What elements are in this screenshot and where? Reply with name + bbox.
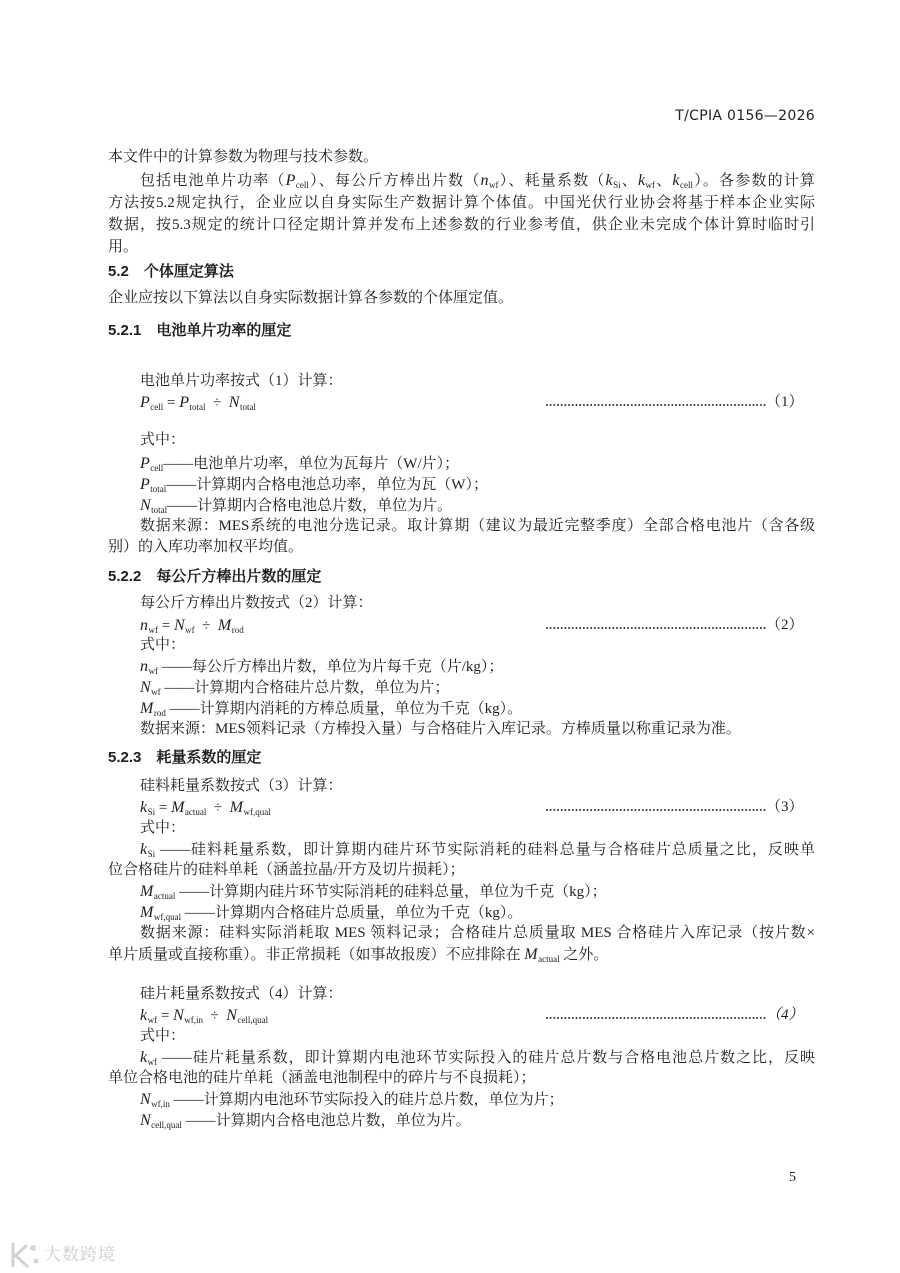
text-run: ——计算期内合格硅片总片数，单位为片； <box>160 680 450 696</box>
symbol-subscript: cell <box>150 463 164 473</box>
section-heading-5-2-3 <box>108 747 261 768</box>
symbol-subscript: wf <box>148 666 158 676</box>
section-number: 5.2.3 <box>108 749 142 766</box>
symbol-subscript: cell <box>295 180 309 190</box>
formula-row-4 <box>140 1005 815 1026</box>
symbol-subscript: cell,qual <box>151 1120 182 1130</box>
math-symbol <box>140 395 163 411</box>
text-run: ——计算期内消耗的方棒总质量，单位为千克（kg）。 <box>165 701 523 717</box>
text-run: ——计算期内合格电池总片数，单位为片。 <box>181 1113 471 1129</box>
symbol-subscript: wf <box>185 625 195 635</box>
where-label: 式中： <box>140 1028 186 1044</box>
text-run: ÷ <box>203 1008 227 1024</box>
symbol-letter: N <box>226 1007 237 1024</box>
symbol-letter: k <box>140 841 148 858</box>
formula-expression <box>140 1008 268 1024</box>
formula-lead: 电池单片功率按式（1）计算： <box>140 373 343 389</box>
symbol-subscript: wf,in <box>151 1099 170 1109</box>
math-symbol <box>140 659 158 675</box>
symbol-subscript: actual <box>184 807 207 817</box>
math-symbol <box>140 1008 157 1024</box>
symbol-subscript: wf <box>147 1015 158 1025</box>
math-symbol <box>179 395 205 411</box>
symbol-subscript: total <box>151 505 168 515</box>
symbol-letter: P <box>140 394 150 411</box>
section-heading-5-2-2 <box>108 566 321 587</box>
math-symbol <box>672 173 693 189</box>
equation-number: （4） <box>766 1007 804 1023</box>
symbol-subscript: wf <box>148 625 158 635</box>
symbol-definition-continued: 位合格硅片的硅料单耗（涵盖拉晶/开方及切片损耗）； <box>108 862 465 878</box>
equation-number: （2） <box>766 617 804 633</box>
symbol-letter: N <box>140 1112 151 1129</box>
math-symbol <box>140 456 163 472</box>
symbol-letter: k <box>605 172 613 189</box>
text-run: 、 <box>620 173 638 189</box>
formula-lead: 每公斤方棒出片数按式（2）计算： <box>140 595 373 611</box>
math-symbol <box>605 173 620 189</box>
intro-sentence: 本文件中的计算参数为物理与技术参数。 <box>108 149 379 165</box>
equation-number: （1） <box>766 394 804 410</box>
symbol-letter: N <box>173 617 185 634</box>
formula-lead: 硅料耗量系数按式（3）计算： <box>140 778 343 794</box>
text-run: = <box>157 1008 174 1024</box>
section-number: 5.2.2 <box>108 568 142 585</box>
text-run: ）、每公斤方棒出片数（ <box>308 173 481 189</box>
section-title: 耗量系数的厘定 <box>156 749 262 766</box>
symbol-letter: P <box>179 394 190 411</box>
symbol-subscript: cell <box>150 402 164 412</box>
symbol-letter: k <box>140 799 148 816</box>
formula-row-2 <box>140 615 815 636</box>
text-run: ——硅片耗量系数，即计算期内电池环节实际投入的硅片总片数与合格电池总片数之比，反映 <box>157 1050 815 1066</box>
symbol-subscript: actual <box>153 891 176 901</box>
dot-leader <box>546 404 766 406</box>
where-label: 式中： <box>140 432 186 448</box>
symbol-subscript: total <box>239 402 256 412</box>
symbol-letter: M <box>171 799 185 816</box>
section-title: 个体厘定算法 <box>143 263 234 280</box>
math-symbol <box>140 701 166 717</box>
symbol-letter: k <box>140 1049 148 1066</box>
formula-row-1 <box>140 392 815 413</box>
math-symbol <box>230 800 271 816</box>
symbol-subscript: total <box>150 484 167 494</box>
text-run: = <box>163 395 180 411</box>
math-symbol <box>140 884 175 900</box>
symbol-subscript: rod <box>231 625 244 635</box>
formula-lead: 硅片耗量系数按式（4）计算： <box>140 986 343 1002</box>
symbol-letter: M <box>140 700 154 717</box>
section-number: 5.2.1 <box>108 322 142 339</box>
symbol-subscript: Si <box>613 180 621 190</box>
symbol-letter: M <box>217 617 232 634</box>
math-symbol <box>140 477 166 493</box>
math-symbol <box>140 1092 170 1108</box>
math-symbol <box>286 173 309 189</box>
symbol-subscript: rod <box>153 708 166 718</box>
symbol-letter: N <box>228 394 240 411</box>
symbol-letter: M <box>140 904 154 921</box>
text-run: ÷ <box>194 618 218 634</box>
math-symbol <box>174 618 195 634</box>
section-number: 5.2 <box>108 263 129 280</box>
symbol-letter: n <box>140 658 148 675</box>
text-run: ——每公斤方棒出片数，单位为片每千克（片/kg）； <box>158 659 504 675</box>
text-run: ÷ <box>205 395 229 411</box>
math-symbol <box>171 800 206 816</box>
math-symbol <box>140 618 158 634</box>
dot-leader <box>546 1017 766 1019</box>
symbol-subscript: total <box>189 402 206 412</box>
math-symbol <box>226 1008 268 1024</box>
math-symbol <box>229 395 256 411</box>
scope-paragraph-line: 数据，按5.3规定的统计口径定期计算并发布上述参数的行业参考值，供企业未完成个体计算时临时引 <box>108 217 815 233</box>
scope-paragraph-line: 用。 <box>108 239 139 255</box>
symbol-letter: M <box>229 799 243 816</box>
watermark-logo-icon <box>6 1240 42 1270</box>
formula-row-3 <box>140 797 815 818</box>
section-title: 每公斤方棒出片数的厘定 <box>156 568 322 585</box>
text-run: ÷ <box>206 800 230 816</box>
scope-paragraph-line: 方法按5.2规定执行，企业应以自身实际生产数据计算个体值。中国光伏行业协会将基于样本企业实际 <box>108 195 815 211</box>
symbol-subscript: wf <box>147 1057 158 1067</box>
text-run: ——硅料耗量系数，即计算期内硅片环节实际消耗的硅料总量与合格硅片总质量之比，反映单 <box>155 842 815 858</box>
symbol-subscript: cell <box>680 180 694 190</box>
equation-number: （3） <box>766 799 804 815</box>
symbol-letter: M <box>524 946 538 963</box>
symbol-letter: k <box>140 1007 148 1024</box>
data-source-line: 别）的入库功率加权平均值。 <box>108 539 304 555</box>
text-run: ）、耗量系数（ <box>498 173 606 189</box>
section-heading-5-2-1 <box>108 320 291 341</box>
symbol-letter: N <box>140 679 151 696</box>
math-symbol <box>140 680 161 696</box>
symbol-subscript: wf <box>489 180 499 190</box>
symbol-letter: N <box>140 1091 151 1108</box>
symbol-definition-continued: 单位合格电池的硅片单耗（涵盖电池制程中的碎片与不良损耗）； <box>108 1070 536 1086</box>
data-source-line: 数据来源：MES系统的电池分选记录。取计算期（建议为最近完整季度）全部合格电池片（含各级 <box>140 518 815 534</box>
symbol-letter: M <box>140 883 154 900</box>
math-symbol <box>140 800 155 816</box>
symbol-subscript: wf,in <box>184 1015 203 1025</box>
symbol-subscript: actual <box>538 954 560 964</box>
formula-expression <box>140 800 271 816</box>
symbol-letter: P <box>140 455 150 472</box>
text-run: 、 <box>655 173 673 189</box>
symbol-subscript: Si <box>147 849 156 859</box>
section-heading-5-2 <box>108 261 234 282</box>
watermark-text: 大数跨境 <box>44 1245 116 1265</box>
text-run: ）。各参数的计算 <box>693 173 815 189</box>
data-source-line: 数据来源：硅料实际消耗取 MES 领料记录；合格硅片总质量取 MES 合格硅片入库记录（按片数× <box>140 925 815 941</box>
symbol-subscript: Si <box>147 807 156 817</box>
math-symbol <box>140 905 181 921</box>
text-run: ——计算期内合格硅片总质量，单位为千克（kg）。 <box>181 905 523 921</box>
where-label: 式中： <box>140 637 186 653</box>
symbol-definition <box>140 1110 471 1136</box>
symbol-subscript: wf,qual <box>243 807 271 817</box>
symbol-letter: k <box>672 172 680 189</box>
section-text: 企业应按以下算法以自身实际数据计算各参数的个体厘定值。 <box>108 290 514 306</box>
math-symbol <box>173 1008 203 1024</box>
symbol-letter: P <box>285 172 296 189</box>
text-run: ——计算期内电池环节实际投入的硅片总片数，单位为片； <box>169 1092 564 1108</box>
symbol-letter: P <box>140 476 150 493</box>
where-label: 式中： <box>140 820 186 836</box>
text-run: ——计算期内硅片环节实际消耗的硅料总量，单位为千克（kg）； <box>175 884 607 900</box>
math-symbol <box>140 842 155 858</box>
symbol-letter: k <box>637 172 646 189</box>
symbol-letter: n <box>140 617 148 634</box>
text-run: ——电池单片功率，单位为瓦每片（W/片）； <box>163 456 460 472</box>
text-run: 之外。 <box>559 947 609 963</box>
text-run: ——计算期内合格电池总功率，单位为瓦（W）； <box>166 477 488 493</box>
dot-leader <box>546 627 766 629</box>
symbol-subscript: cell,qual <box>237 1015 269 1025</box>
text-run: ——计算期内合格电池总片数，单位为片。 <box>167 498 453 514</box>
symbol-subscript: wf <box>151 687 161 697</box>
standard-number: T/CPIA 0156—2026 <box>675 108 815 124</box>
math-symbol <box>481 173 499 189</box>
symbol-subscript: wf <box>645 180 656 190</box>
symbol-letter: N <box>173 1007 184 1024</box>
section-title: 电池单片功率的厘定 <box>156 322 292 339</box>
formula-expression <box>140 395 256 411</box>
math-symbol <box>140 1113 182 1129</box>
text-run: 包括电池单片功率（ <box>140 173 286 189</box>
page-number: 5 <box>789 1170 796 1185</box>
text-run: = <box>158 618 174 634</box>
data-source-line <box>108 944 608 970</box>
data-source-line: 数据来源：MES领料记录（方棒投入量）与合格硅片入库记录。方棒质量以称重记录为准。 <box>140 721 741 737</box>
symbol-subscript: wf,qual <box>153 912 182 922</box>
dot-leader <box>546 809 766 811</box>
math-symbol <box>140 1050 157 1066</box>
math-symbol <box>524 947 559 963</box>
math-symbol <box>140 498 167 514</box>
text-run: = <box>155 800 172 816</box>
symbol-letter: N <box>140 497 151 514</box>
formula-expression <box>140 618 244 634</box>
text-run: 单片质量或直接称重）。非正常损耗（如事故报废）不应排除在 <box>108 947 525 963</box>
symbol-letter: n <box>480 172 489 189</box>
math-symbol <box>638 173 655 189</box>
math-symbol <box>218 618 244 634</box>
